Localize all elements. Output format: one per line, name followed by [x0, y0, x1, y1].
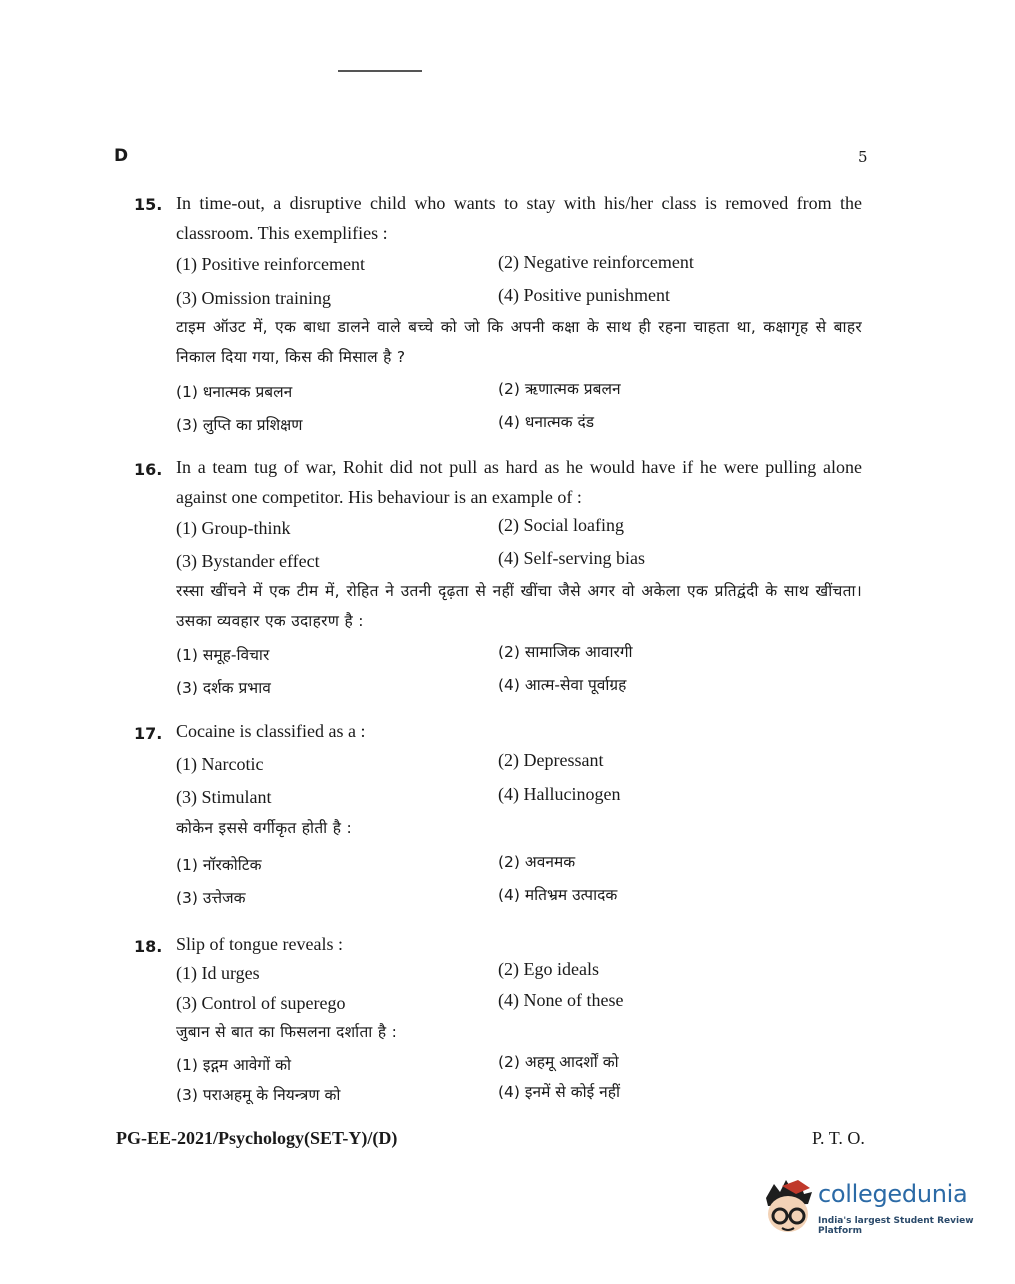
- option-4: (4) None of these: [498, 990, 624, 1010]
- option-3-hindi: (3) लुप्ति का प्रशिक्षण: [176, 416, 303, 434]
- question-text-hindi: टाइम ऑउट में, एक बाधा डालने वाले बच्चे को जो कि अपनी कक्षा के साथ ही रहना चाहता था, कक्षागृह से बाहर निकाल दिया गया, किस की मिसाल है ?: [176, 318, 862, 366]
- option-3: (3) Bystander effect: [176, 551, 320, 571]
- mascot-icon: [760, 1178, 816, 1238]
- option-4: (4) Positive punishment: [498, 285, 670, 305]
- option-3: (3) Stimulant: [176, 787, 272, 807]
- question-number: 15.: [134, 195, 163, 214]
- option-4: (4) Hallucinogen: [498, 784, 621, 804]
- question-text-hindi: रस्सा खींचने में एक टीम में, रोहित ने उतनी दृढ़ता से नहीं खींचा जैसे अगर वो अकेला एक प्रतिद्वंदी के साथ खींचता। उसका व्यवहार एक उदाहरण है :: [176, 582, 862, 630]
- option-1-hindi: (1) नॉरकोटिक: [176, 856, 262, 874]
- question-text: Slip of tongue reveals :: [176, 934, 343, 954]
- question-text: Cocaine is classified as a :: [176, 721, 366, 741]
- option-2-hindi: (2) सामाजिक आवारगी: [498, 643, 633, 661]
- option-2: (2) Ego ideals: [498, 959, 599, 979]
- brand-name: collegedunia: [818, 1180, 968, 1208]
- option-1: (1) Id urges: [176, 963, 260, 983]
- option-2-hindi: (2) ऋणात्मक प्रबलन: [498, 380, 621, 398]
- option-2: (2) Negative reinforcement: [498, 252, 694, 272]
- option-3-hindi: (3) उत्तेजक: [176, 889, 246, 907]
- question-text: In time-out, a disruptive child who wants to stay with his/her class is removed from the classroom. This exemplifies :: [176, 193, 862, 243]
- option-2-hindi: (2) अवनमक: [498, 853, 576, 871]
- question-number: 18.: [134, 937, 163, 956]
- brand-tagline: India's largest Student Review Platform: [818, 1216, 974, 1236]
- option-1-hindi: (1) समूह-विचार: [176, 646, 270, 664]
- question-number: 16.: [134, 460, 163, 479]
- option-4-hindi: (4) आत्म-सेवा पूर्वाग्रह: [498, 676, 627, 694]
- option-1: (1) Group-think: [176, 518, 291, 538]
- option-1: (1) Narcotic: [176, 754, 264, 774]
- question-text-hindi: कोकेन इससे वर्गीकृत होती है :: [176, 819, 352, 837]
- page-number: 5: [858, 148, 868, 166]
- option-4: (4) Self-serving bias: [498, 548, 645, 568]
- set-code: D: [114, 146, 129, 166]
- option-1-hindi: (1) इद्गम आवेगों को: [176, 1056, 291, 1074]
- option-3: (3) Control of superego: [176, 993, 346, 1013]
- question-text-hindi: जुबान से बात का फिसलना दर्शाता है :: [176, 1023, 398, 1041]
- watermark-logo: [760, 1176, 990, 1246]
- paper-code: PG-EE-2021/Psychology(SET-Y)/(D): [116, 1128, 398, 1148]
- question-text: In a team tug of war, Rohit did not pull as hard as he would have if he were pulling alone against one competitor. His behaviour is an example of :: [176, 457, 862, 507]
- option-1: (1) Positive reinforcement: [176, 254, 365, 274]
- option-4-hindi: (4) इनमें से कोई नहीं: [498, 1083, 621, 1101]
- pto-label: P. T. O.: [812, 1128, 865, 1148]
- option-2: (2) Social loafing: [498, 515, 624, 535]
- option-1-hindi: (1) धनात्मक प्रबलन: [176, 383, 293, 401]
- option-4-hindi: (4) मतिभ्रम उत्पादक: [498, 886, 618, 904]
- option-2-hindi: (2) अहमू आदर्शों को: [498, 1053, 619, 1071]
- option-3-hindi: (3) पराअहमू के नियन्त्रण को: [176, 1086, 341, 1104]
- option-2: (2) Depressant: [498, 750, 604, 770]
- option-4-hindi: (4) धनात्मक दंड: [498, 413, 595, 431]
- question-number: 17.: [134, 724, 163, 743]
- option-3-hindi: (3) दर्शक प्रभाव: [176, 679, 271, 697]
- scan-artifact-rule: [338, 70, 422, 72]
- option-3: (3) Omission training: [176, 288, 331, 308]
